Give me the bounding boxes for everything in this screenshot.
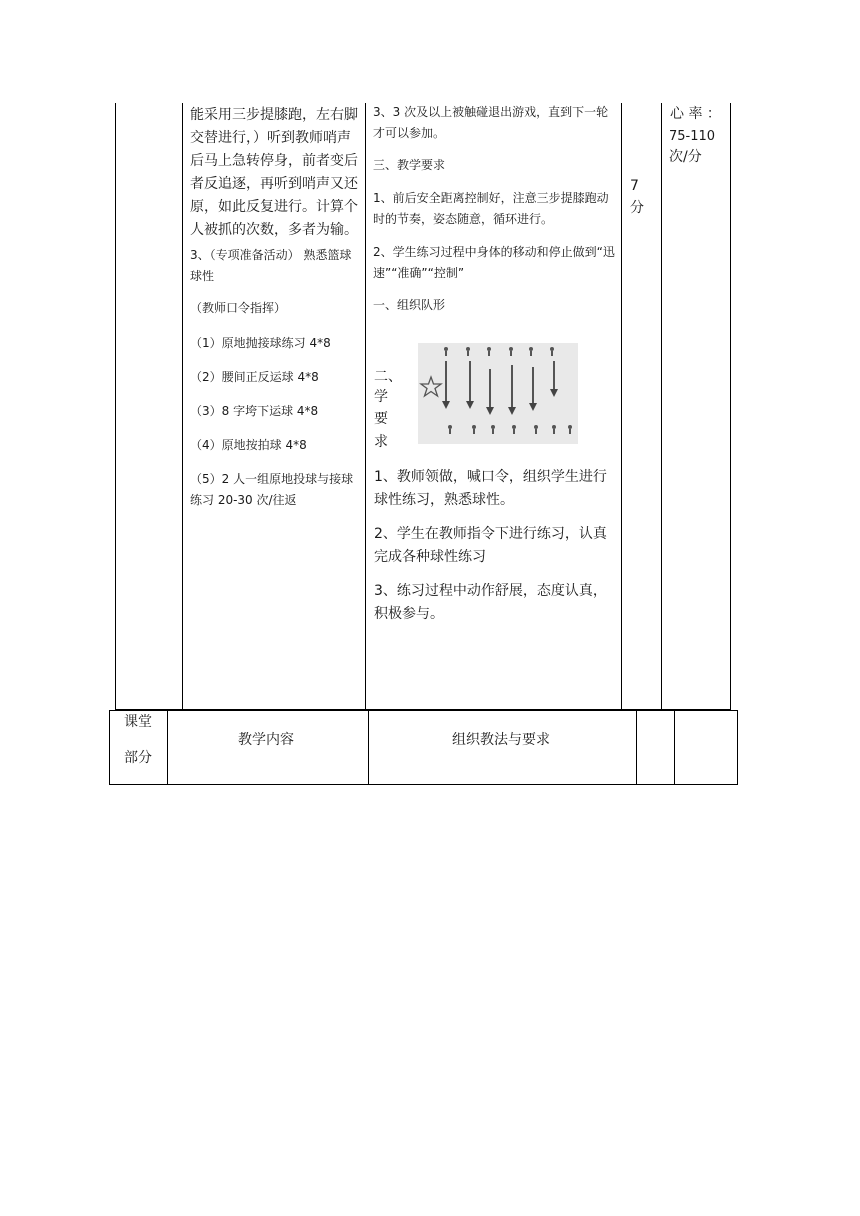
lower-col-border-5 <box>674 710 675 785</box>
teaching-requirements-heading: 三、教学要求 <box>373 158 446 172</box>
section-label-line2: 部分 <box>124 750 152 766</box>
upper-col-border-6 <box>730 103 731 710</box>
student-icon <box>529 347 533 356</box>
student-icon <box>509 347 513 356</box>
point-2: 2、学生在教师指令下进行练习，认真完成各种球性练习 <box>374 526 607 565</box>
point-3: 3、练习过程中动作舒展，态度认真，积极参与。 <box>374 583 607 622</box>
lower-col-border-6 <box>737 710 738 785</box>
student-icon <box>466 347 470 356</box>
upper-col-border-3 <box>365 103 366 710</box>
arrow-6-head <box>550 389 558 397</box>
student-icon <box>534 425 538 434</box>
lower-col-border-1 <box>109 710 110 785</box>
formation-diagram-svg <box>418 343 578 444</box>
arrow-2-head <box>466 401 474 409</box>
lower-table-bottom-border <box>109 784 737 785</box>
run-arrows <box>442 361 558 415</box>
student-icon <box>491 425 495 434</box>
student-icon <box>487 347 491 356</box>
drill-5: （5）2 人一组原地投球与接球练习 20-30 次/往返 <box>190 472 354 507</box>
drill-1: （1）原地抛接球练习 4*8 <box>190 336 331 350</box>
upper-col-border-1 <box>115 103 116 710</box>
lower-col-border-4 <box>636 710 637 785</box>
game-rule-3: 3、3 次及以上被触碰退出游戏，直到下一轮才可以参加。 <box>373 105 609 140</box>
time-number: 7 <box>630 178 639 194</box>
requirement-2: 2、学生练习过程中身体的移动和停止做到“迅速”“准确”“控制” <box>373 245 615 280</box>
teacher-star-icon <box>421 377 441 396</box>
req-heading-char-4: 求 <box>374 434 388 450</box>
req-heading-char-1: 二、 <box>374 369 402 385</box>
student-icon <box>472 425 476 434</box>
req-heading-char-2: 学 <box>374 389 388 405</box>
heart-rate-value: 75-110 <box>669 129 716 144</box>
student-icon <box>512 425 516 434</box>
teaching-method-header: 组织教法与要求 <box>452 732 550 748</box>
req-heading-char-3: 要 <box>374 411 388 427</box>
arrow-4-head <box>508 407 516 415</box>
formation-heading: 一、组织队形 <box>373 298 446 312</box>
arrow-3-head <box>486 407 494 415</box>
teaching-content-header: 教学内容 <box>238 732 294 748</box>
upper-col-border-2 <box>182 103 183 710</box>
upper-col-border-5 <box>661 103 662 710</box>
arrow-5-head <box>529 403 537 411</box>
drill-4: （4）原地按拍球 4*8 <box>190 438 307 452</box>
student-icon <box>550 347 554 356</box>
bottom-row-students <box>448 425 572 434</box>
student-icon <box>552 425 556 434</box>
drill-3: （3）8 字垮下运球 4*8 <box>190 404 319 418</box>
upper-col-border-4 <box>621 103 622 710</box>
drill-2: （2）腰间正反运球 4*8 <box>190 370 319 384</box>
command-note: （教师口令指挥） <box>190 301 287 315</box>
student-icon <box>448 425 452 434</box>
time-unit: 分 <box>630 200 644 216</box>
requirement-1: 1、前后安全距离控制好，注意三步提膝跑动时的节奏，姿态随意，循环进行。 <box>373 191 609 226</box>
item3-title: 3、（专项准备活动） 熟悉篮球球性 <box>190 248 352 283</box>
point-1: 1、教师领做，喊口令，组织学生进行球性练习，熟悉球性。 <box>374 469 607 508</box>
lower-table-top-border <box>109 710 737 711</box>
student-icon <box>568 425 572 434</box>
section-label-line1: 课堂 <box>124 714 152 730</box>
student-icon <box>444 347 448 356</box>
heart-rate-label: 心 率 ： <box>670 106 721 122</box>
top-row-students <box>444 347 554 356</box>
heart-rate-unit: 次/分 <box>669 149 702 165</box>
arrow-1-head <box>442 401 450 409</box>
activity-intro: 能采用三步提膝跑，左右脚交替进行，）听到教师哨声后马上急转停身，前者变后者反追逐，再听到哨声又还原，如此反复进行。计算个人被抓的次数，多者为输。 <box>190 107 358 238</box>
lower-col-border-2 <box>167 710 168 785</box>
formation-diagram <box>418 343 578 444</box>
lower-col-border-3 <box>368 710 369 785</box>
